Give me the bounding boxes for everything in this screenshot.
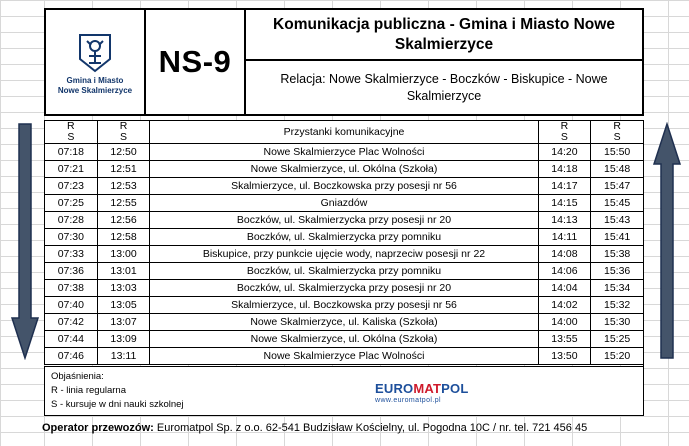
cell-inbound-s: 15:50 [591,144,644,161]
table-row [45,331,644,348]
page-title: Komunikacja publiczna - Gmina i Miasto Nowe Skalmierzyce [246,10,642,61]
header-inbound-r [538,121,591,144]
municipality-logo-text [58,76,132,96]
table-row [45,161,644,178]
timetable [44,120,644,365]
cell-outbound-s: 13:03 [97,280,150,297]
cell-inbound-s: 15:20 [591,348,644,365]
cell-outbound-r: 07:25 [45,195,98,212]
table-row [45,212,644,229]
header-outbound-r-line2: S [67,131,75,144]
header-outbound-s [97,121,150,144]
cell-inbound-r: 14:08 [538,246,591,263]
cell-outbound-s: 13:09 [97,331,150,348]
cell-outbound-r: 07:28 [45,212,98,229]
operator-logo-name [375,381,468,396]
table-row [45,297,644,314]
cell-stop-name: Nowe Skalmierzyce, ul. Okólna (Szkoła) [150,161,538,178]
cell-inbound-r: 14:02 [538,297,591,314]
table-row [45,229,644,246]
cell-outbound-r: 07:21 [45,161,98,178]
operator-logo-website: www.euromatpol.pl [375,397,441,404]
cell-inbound-s: 15:36 [591,263,644,280]
document-header [44,8,644,116]
header-stops: Przystanki komunikacyjne [150,121,538,144]
cell-stop-name: Boczków, ul. Skalmierzycka przy pomniku [150,229,538,246]
direction-arrow-down-icon [10,122,40,360]
cell-inbound-s: 15:45 [591,195,644,212]
timetable-body [45,144,644,365]
cell-inbound-s: 15:41 [591,229,644,246]
cell-inbound-r: 14:20 [538,144,591,161]
cell-stop-name: Nowe Skalmierzyce, ul. Kaliska (Szkoła) [150,314,538,331]
table-row [45,280,644,297]
cell-inbound-r: 14:00 [538,314,591,331]
table-header-row [45,121,644,144]
cell-outbound-r: 07:42 [45,314,98,331]
cell-outbound-r: 07:23 [45,178,98,195]
cell-outbound-r: 07:18 [45,144,98,161]
cell-outbound-r: 07:33 [45,246,98,263]
cell-inbound-s: 15:32 [591,297,644,314]
operator-line [42,422,587,434]
cell-inbound-r: 14:15 [538,195,591,212]
route-relation: Relacja: Nowe Skalmierzyce - Boczków - Biskupice - Nowe Skalmierzyce [280,72,608,103]
table-row [45,178,644,195]
legend-title: Objaśnienia: [51,371,104,382]
cell-stop-name: Boczków, ul. Skalmierzycka przy posesji nr 20 [150,280,538,297]
operator-logo-part2: MAT [413,381,442,396]
operator-logo [375,381,468,404]
timetable-container [44,120,644,365]
table-row [45,144,644,161]
cell-outbound-r: 07:38 [45,280,98,297]
table-row [45,195,644,212]
cell-outbound-s: 12:56 [97,212,150,229]
coat-of-arms-icon [78,33,112,73]
legend-box [44,366,644,416]
cell-inbound-r: 13:55 [538,331,591,348]
legend-text [51,370,184,411]
cell-outbound-s: 13:00 [97,246,150,263]
cell-stop-name: Nowe Skalmierzyce Plac Wolności [150,348,538,365]
header-inbound-s-line1: R [613,120,621,132]
cell-inbound-s: 15:25 [591,331,644,348]
table-row [45,314,644,331]
cell-outbound-s: 12:55 [97,195,150,212]
cell-inbound-r: 14:06 [538,263,591,280]
cell-outbound-r: 07:44 [45,331,98,348]
cell-inbound-r: 13:50 [538,348,591,365]
header-inbound-r-line2: S [560,131,568,144]
cell-stop-name: Boczków, ul. Skalmierzycka przy posesji nr 20 [150,212,538,229]
cell-inbound-s: 15:30 [591,314,644,331]
cell-inbound-s: 15:47 [591,178,644,195]
cell-inbound-s: 15:48 [591,161,644,178]
operator-label: Operator przewozów: [42,422,154,434]
cell-stop-name: Skalmierzyce, ul. Boczkowska przy posesji nr 56 [150,297,538,314]
header-outbound-r [45,121,98,144]
direction-arrow-up-icon [652,122,682,360]
municipality-logo-cell [46,10,146,114]
operator-logo-part1: EURO [375,381,414,396]
cell-outbound-r: 07:46 [45,348,98,365]
legend-line-s: S - kursuje w dni nauki szkolnej [51,398,184,410]
header-titles [246,10,642,114]
cell-outbound-s: 12:53 [97,178,150,195]
municipality-logo-line2: Nowe Skalmierzyce [57,85,133,95]
legend-line-r: R - linia regularna [51,384,126,396]
route-code: NS-9 [146,10,246,114]
header-inbound-r-line1: R [560,120,569,132]
cell-stop-name: Nowe Skalmierzyce, ul. Okólna (Szkoła) [150,331,538,348]
cell-inbound-r: 14:11 [538,229,591,246]
cell-stop-name: Nowe Skalmierzyce Plac Wolności [150,144,538,161]
cell-inbound-r: 14:17 [538,178,591,195]
cell-inbound-r: 14:04 [538,280,591,297]
header-outbound-s-line2: S [120,131,128,144]
header-outbound-s-line1: R [119,120,128,132]
cell-outbound-s: 13:11 [97,348,150,365]
cell-outbound-r: 07:30 [45,229,98,246]
cell-stop-name: Skalmierzyce, ul. Boczkowska przy posesji nr 56 [150,178,538,195]
table-row [45,348,644,365]
header-inbound-s-line2: S [613,131,621,144]
cell-outbound-r: 07:40 [45,297,98,314]
cell-inbound-s: 15:34 [591,280,644,297]
cell-inbound-r: 14:13 [538,212,591,229]
operator-details: Euromatpol Sp. z o.o. 62-541 Budzisław Kościelny, ul. Pogodna 10C / nr. tel. 721 456 45 [156,422,588,434]
table-row [45,246,644,263]
cell-stop-name: Boczków, ul. Skalmierzycka przy pomniku [150,263,538,280]
cell-inbound-s: 15:43 [591,212,644,229]
cell-outbound-s: 12:58 [97,229,150,246]
cell-outbound-s: 13:07 [97,314,150,331]
cell-stop-name: Gniazdów [150,195,538,212]
municipality-logo-line1: Gmina i Miasto [66,75,124,85]
cell-stop-name: Biskupice, przy punkcie ujęcie wody, naprzeciw posesji nr 22 [150,246,538,263]
cell-inbound-s: 15:38 [591,246,644,263]
table-right-border [643,120,644,366]
cell-inbound-r: 14:18 [538,161,591,178]
cell-outbound-r: 07:36 [45,263,98,280]
operator-logo-part3: POL [441,381,469,396]
cell-outbound-s: 13:05 [97,297,150,314]
header-outbound-r-line1: R [67,120,75,132]
header-inbound-s [591,121,644,144]
table-row [45,263,644,280]
cell-outbound-s: 13:01 [97,263,150,280]
cell-outbound-s: 12:51 [97,161,150,178]
cell-outbound-s: 12:50 [97,144,150,161]
